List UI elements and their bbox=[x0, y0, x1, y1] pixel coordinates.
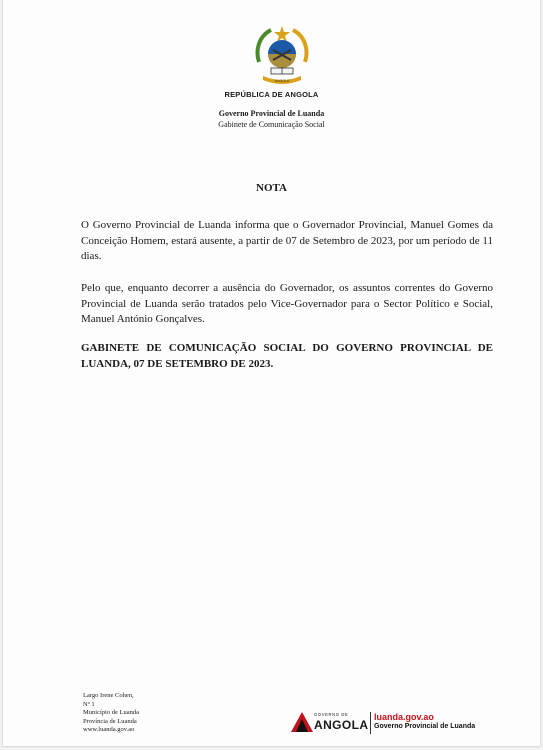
logo-small-text: GOVERNO DE bbox=[314, 712, 349, 717]
document-title: NOTA bbox=[256, 182, 287, 194]
address-line: Município de Luanda bbox=[83, 709, 139, 717]
logo-divider bbox=[370, 712, 371, 734]
address-line: Largo Irene Cohen, bbox=[83, 692, 134, 699]
government-name: Governo Provincial de Luanda bbox=[218, 109, 325, 118]
address-line: Província de Luanda bbox=[83, 717, 137, 725]
footer-logo bbox=[290, 709, 490, 739]
republic-heading: REPÚBLICA DE ANGOLA bbox=[224, 90, 319, 99]
address-line: Nº 1 bbox=[83, 700, 95, 708]
logo-big-text: ANGOLA bbox=[314, 718, 369, 732]
footer-site-name: Governo Provincial de Luanda bbox=[374, 723, 476, 730]
footer-address bbox=[83, 692, 139, 735]
paragraph-1: O Governo Provincial de Luanda informa que o Governador Provincial, Manuel Gomes da Conceição Homem, estará ausente, a partir de 07 de Setembro de 2023, por um período de 11 dias. bbox=[81, 219, 493, 262]
address-website: www.luanda.gov.ao bbox=[83, 726, 135, 734]
signature-block: GABINETE DE COMUNICAÇÃO SOCIAL DO GOVERNO PROVINCIAL DE LUANDA, 07 DE SETEMBRO DE 2023. bbox=[81, 342, 493, 370]
footer-site: luanda.gov.ao bbox=[374, 712, 434, 722]
angola-coat-of-arms-emblem bbox=[249, 22, 315, 88]
angola-triangle-logo-icon bbox=[290, 711, 314, 733]
cabinet-name: Gabinete de Comunicação Social bbox=[218, 120, 325, 129]
document-page bbox=[3, 0, 540, 746]
paragraph-2: Pelo que, enquanto decorrer a ausência do Governador, os assuntos correntes do Governo Provincial de Luanda serão tratados pelo Vice-Governador para o Sector Político e Social, Manuel António Gonçalves. bbox=[81, 282, 493, 325]
emblem-banner-text: ANGOLA bbox=[274, 79, 290, 83]
